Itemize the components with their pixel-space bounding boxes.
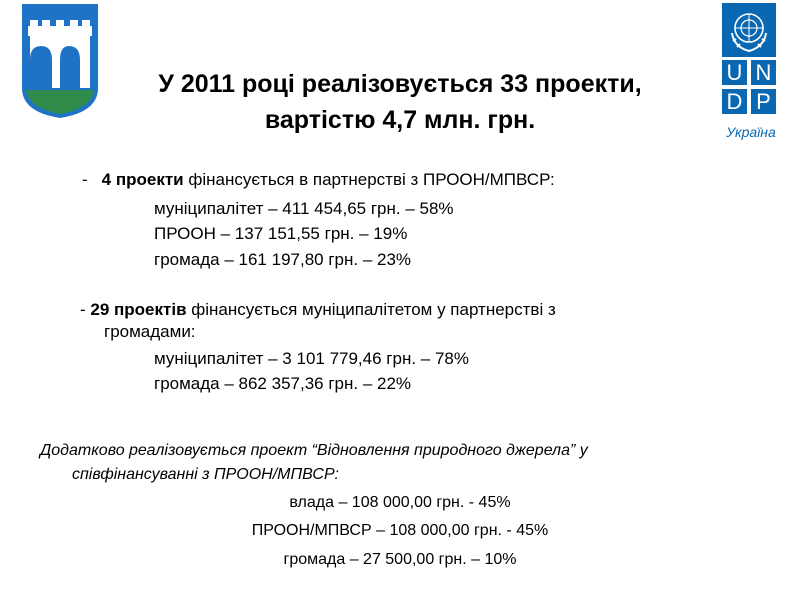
block1-item-1: муніципалітет – 411 454,65 грн. – 58% bbox=[154, 199, 454, 218]
block1-item-3: громада – 161 197,80 грн. – 23% bbox=[154, 250, 412, 269]
block2-rest: фінансується муніципалітетом у партнерстві з bbox=[186, 300, 556, 319]
block1-item-2: ПРООН – 137 151,55 грн. – 19% bbox=[154, 224, 408, 243]
block1-dash: - bbox=[82, 170, 88, 189]
city-coat-of-arms-icon bbox=[18, 2, 102, 120]
title-line-1: У 2011 році реалізовується 33 проекти, bbox=[158, 70, 642, 98]
block3-item-1: влада – 108 000,00 грн. - 45% bbox=[289, 494, 511, 511]
block3-line-2: співфінансуванні з ПРООН/МПВСР: bbox=[72, 466, 339, 483]
block1-rest: фінансується в партнерстві з ПРООН/МПВСР: bbox=[183, 170, 555, 189]
block2-header bbox=[80, 300, 556, 320]
un-emblem-icon bbox=[722, 3, 776, 57]
block2-header-line-2: громадами: bbox=[104, 322, 196, 341]
undp-country-label: Україна bbox=[726, 124, 776, 140]
block2-item-1: муніципалітет – 3 101 779,46 грн. – 78% bbox=[154, 349, 469, 368]
block2-bold: 29 проектів bbox=[90, 300, 187, 319]
block3-line-1: Додатково реалізовується проект “Відновлення природного джерела” у bbox=[40, 442, 588, 459]
title-line-2: вартістю 4,7 млн. грн. bbox=[264, 106, 536, 134]
undp-letter-d: D bbox=[722, 89, 747, 114]
undp-letter-p: P bbox=[751, 89, 776, 114]
undp-letter-n: N bbox=[751, 60, 776, 85]
page-title bbox=[100, 66, 700, 138]
block2-dash: - bbox=[80, 300, 91, 319]
block2-item-2: громада – 862 357,36 грн. – 22% bbox=[154, 374, 412, 393]
block3-item-2: ПРООН/МПВСР – 108 000,00 грн. - 45% bbox=[251, 522, 549, 539]
block1-bold: 4 проекти bbox=[101, 170, 184, 189]
block3-item-3: громада – 27 500,00 грн. – 10% bbox=[283, 551, 517, 568]
block1-header bbox=[82, 170, 555, 190]
undp-letter-u: U bbox=[722, 60, 747, 85]
undp-logo bbox=[716, 0, 782, 148]
